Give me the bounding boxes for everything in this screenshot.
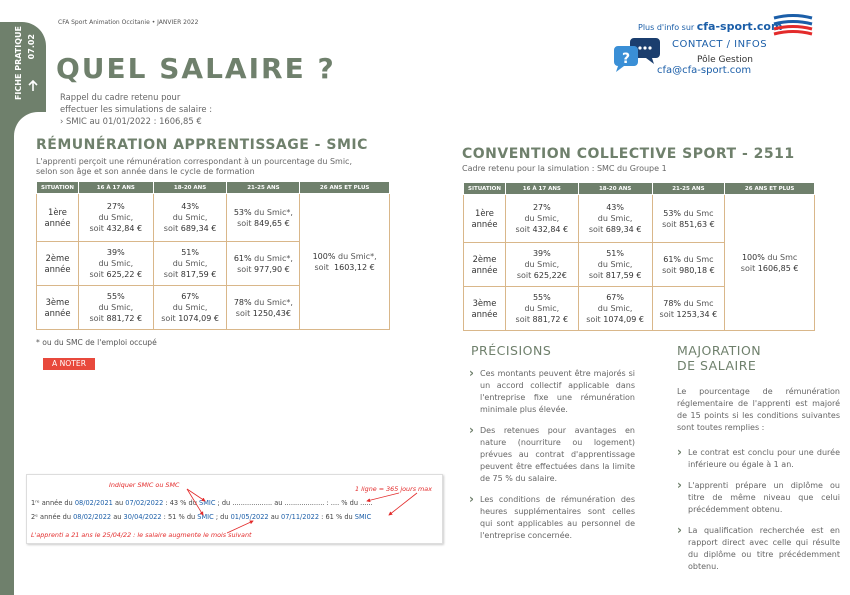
example-text: ; du ................... au ................... : .... % du ......	[215, 499, 373, 507]
rate-percent: 53%	[233, 207, 252, 217]
year-cell	[464, 287, 506, 331]
soit-label: soit	[659, 309, 674, 319]
rate-amount: 432,84 €	[532, 225, 569, 234]
example-text: : 43 % du	[163, 499, 200, 507]
rate-label: du Smic,	[172, 213, 208, 222]
year-label: année	[471, 218, 498, 229]
year-label: 2ème	[45, 252, 70, 263]
soit-label: soit	[163, 224, 179, 233]
rappel-block	[60, 91, 260, 127]
table-header-cell: 26 ANS ET PLUS	[300, 182, 390, 194]
year-cell	[37, 194, 79, 242]
table-header-cell: 18-20 ANS	[153, 182, 227, 194]
site-link[interactable]: cfa-sport.com	[696, 20, 783, 33]
example-smic: SMIC	[199, 499, 216, 507]
rappel-line-3: SMIC au 01/01/2022 : 1606,85 €	[66, 116, 202, 126]
left-subtitle-line-2: selon son âge et son année dans le cycle de formation	[36, 167, 255, 176]
precisions-title: PRÉCISIONS	[471, 343, 552, 358]
rate-percent: 43%	[606, 203, 624, 212]
soit-label: soit	[516, 271, 532, 280]
contact-label[interactable]: CONTACT / INFOS	[672, 39, 768, 50]
table-header-cell: 21-25 ANS	[652, 183, 725, 195]
rate-cell	[227, 286, 300, 330]
example-text: 1ʳᵉ année du	[31, 499, 75, 507]
side-label	[14, 26, 40, 106]
list-item: › Des retenues pour avantages en nature (nourriture ou logement) prévues au contrat d'apprentissage peuvent être effectuées dans la limite de 75 % du salaire.	[469, 425, 635, 485]
soit-label: soit	[662, 219, 677, 229]
soit-label: soit	[89, 314, 104, 323]
soit-label: soit	[235, 308, 251, 318]
example-date: 01/05/2022	[230, 513, 269, 521]
year-label: 1ère	[475, 207, 494, 218]
rate-amount: 625,22€	[533, 271, 567, 280]
rate-amount: 881,72 €	[106, 314, 143, 323]
rate-cell	[505, 243, 578, 287]
rate-amount: 1603,12 €	[334, 262, 375, 272]
rate-cell	[153, 194, 227, 242]
example-text: au	[111, 513, 124, 521]
year-label: 3ème	[472, 297, 497, 308]
precisions-list	[469, 368, 635, 551]
merged-rate-cell	[300, 194, 390, 330]
table-header-cell: 18-20 ANS	[578, 183, 652, 195]
merged-rate-cell	[725, 195, 815, 331]
list-item: › Le contrat est conclu pour une durée inférieure ou égale à 1 an.	[677, 447, 840, 471]
annotation-age: L'apprenti a 21 ans le 25/04/22 : le salaire augmente le mois suivant	[31, 531, 252, 539]
plus-info-label: Plus d'info sur	[638, 23, 695, 32]
rate-cell	[153, 242, 227, 286]
left-section-title: RÉMUNÉRATION APPRENTISSAGE - SMIC	[36, 137, 368, 153]
rate-label: du Smic*,	[337, 251, 377, 261]
table-header-cell: SITUATION	[464, 183, 506, 195]
rate-amount: 1253,34 €	[676, 309, 718, 319]
rate-cell	[153, 286, 227, 330]
rate-percent: 67%	[606, 293, 624, 302]
rate-percent: 53%	[663, 208, 682, 218]
rate-label: du Smic,	[524, 260, 560, 269]
rate-percent: 100%	[312, 251, 336, 261]
list-item: › Ces montants peuvent être majorés si un accord collectif applicable dans l'entreprise fixe une rémunération minimale plus élevée.	[469, 368, 635, 416]
example-date: 08/02/2022	[73, 513, 112, 521]
rate-percent: 78%	[233, 297, 252, 307]
right-section-subtitle: Cadre retenu pour la simulation : SMC du Groupe 1	[462, 164, 667, 173]
majoration-title-line-1: MAJORATION	[677, 343, 762, 358]
annotation-indiquer: Indiquer SMIC ou SMC	[109, 481, 180, 489]
rate-amount: 881,72 €	[532, 315, 569, 324]
year-cell	[464, 243, 506, 287]
example-smic: SMIC	[354, 513, 372, 521]
page-title: QUEL SALAIRE ?	[56, 52, 336, 85]
example-text: ; du	[213, 513, 231, 521]
annotation-arrows	[27, 475, 444, 545]
rate-cell	[652, 287, 725, 331]
rate-percent: 51%	[181, 248, 199, 257]
year-cell	[37, 242, 79, 286]
rate-amount: 432,84 €	[106, 224, 143, 233]
smic-table	[36, 181, 390, 330]
a-noter-badge: A NOTER	[43, 358, 95, 370]
majoration-list	[677, 447, 840, 582]
rappel-line-2: effectuer les simulations de salaire :	[60, 104, 213, 114]
flag-icon	[772, 14, 814, 36]
top-line: CFA Sport Animation Occitanie • JANVIER 2022	[58, 19, 199, 26]
year-label: 1ère	[48, 206, 67, 217]
table-header-row	[464, 183, 815, 195]
rate-percent: 51%	[606, 249, 624, 258]
rate-label: du Smic,	[172, 303, 208, 312]
rate-percent: 67%	[181, 292, 199, 301]
email-link[interactable]: cfa@cfa-sport.com	[657, 65, 752, 76]
example-date: 30/04/2022	[123, 513, 162, 521]
side-label-fiche: FICHE PRATIQUE	[14, 26, 23, 101]
rate-amount: 1606,85 €	[757, 263, 799, 273]
table-row	[464, 195, 815, 243]
example-text: : 61 % du	[319, 513, 355, 521]
rate-amount: 689,34 €	[180, 224, 217, 233]
rate-amount: 977,90 €	[254, 264, 290, 274]
rate-label: du Smc	[683, 298, 714, 308]
rate-percent: 39%	[532, 249, 551, 258]
soit-label: soit	[515, 225, 530, 234]
rate-percent: 61%	[663, 254, 682, 264]
rate-cell	[578, 287, 652, 331]
example-date: 07/11/2022	[281, 513, 320, 521]
example-text: 2ᵉ année du	[31, 513, 74, 521]
soit-label: soit	[586, 315, 601, 324]
rate-label: du Smc	[767, 252, 798, 262]
soit-label: soit	[237, 218, 252, 228]
majoration-intro: Le pourcentage de rémunération réglementaire de l'apprenti est majoré de 15 points si les conditions suivantes sont toutes remplies :	[677, 387, 840, 432]
chevron-right-icon: ›	[60, 116, 64, 126]
rate-label: du Smic,	[98, 259, 134, 268]
rate-cell	[652, 243, 725, 287]
year-label: année	[44, 307, 71, 318]
soit-label: soit	[662, 265, 677, 275]
table-row	[37, 194, 390, 242]
rate-label: du Smic*,	[254, 207, 293, 217]
soit-label: soit	[588, 225, 604, 234]
majoration-title	[677, 343, 761, 373]
table-header-cell: 16 À 17 ANS	[505, 183, 578, 195]
rate-amount: 817,59 €	[605, 271, 642, 280]
left-section-subtitle	[36, 157, 396, 177]
rate-amount: 851,63 €	[679, 219, 715, 229]
rate-percent: 27%	[532, 203, 551, 212]
rate-cell	[227, 194, 300, 242]
rate-amount: 1250,43€	[252, 308, 291, 318]
rate-cell	[578, 195, 652, 243]
info-line	[638, 20, 782, 33]
rate-percent: 55%	[106, 292, 125, 301]
year-cell	[464, 195, 506, 243]
soit-label: soit	[740, 263, 756, 273]
table-header-row	[37, 182, 390, 194]
rate-cell	[652, 195, 725, 243]
rate-cell	[505, 195, 578, 243]
rate-cell	[505, 287, 578, 331]
rate-label: du Smic,	[597, 214, 633, 223]
example-text: au	[112, 499, 126, 507]
list-item: › Les conditions de rémunération des heures supplémentaires sont celles qui sont applicables au personnel de l'entreprise concernée.	[469, 494, 635, 542]
example-smic: SMIC	[197, 513, 214, 521]
footnote: * ou du SMC de l'emploi occupé	[36, 338, 157, 347]
ccn-table	[463, 182, 815, 331]
year-label: année	[471, 308, 498, 319]
rate-percent: 100%	[741, 252, 765, 262]
table-header-cell: 21-25 ANS	[227, 182, 300, 194]
table-header-cell: 16 À 17 ANS	[78, 182, 153, 194]
year-cell	[37, 286, 79, 330]
rate-label: du Smc	[683, 208, 714, 218]
rate-cell	[78, 194, 153, 242]
year-label: année	[44, 263, 71, 274]
arrow-up-icon	[28, 80, 38, 92]
rate-amount: 625,22 €	[106, 270, 143, 279]
soit-label: soit	[237, 264, 252, 274]
rate-cell	[578, 243, 652, 287]
rate-label: du Smic,	[524, 304, 560, 313]
list-item: › L'apprenti prépare un diplôme ou titre de même niveau que celui précédemment obtenu.	[677, 480, 840, 516]
rate-amount: 1074,09 €	[603, 315, 644, 324]
rate-label: du Smic*,	[254, 253, 293, 263]
rate-label: du Smc	[683, 254, 714, 264]
example-text: : 51 % du	[161, 513, 198, 521]
table-header-cell: SITUATION	[37, 182, 79, 194]
rate-cell	[78, 242, 153, 286]
rate-amount: 817,59 €	[180, 270, 217, 279]
example-date: 07/02/2022	[125, 499, 164, 507]
rate-percent: 78%	[663, 298, 682, 308]
left-subtitle-line-1: L'apprenti perçoit une rémunération correspondant à un pourcentage du Smic,	[36, 157, 352, 166]
year-label: année	[44, 217, 71, 228]
rate-percent: 27%	[106, 202, 125, 211]
rate-cell	[227, 242, 300, 286]
rate-amount: 1074,09 €	[178, 314, 219, 323]
rate-label: du Smic,	[98, 303, 134, 312]
table-header-cell: 26 ANS ET PLUS	[725, 183, 815, 195]
soit-label: soit	[515, 315, 530, 324]
rate-label: du Smic*,	[254, 297, 293, 307]
year-label: année	[471, 264, 498, 275]
example-box	[26, 474, 443, 544]
soit-label: soit	[314, 262, 329, 272]
soit-label: soit	[163, 270, 179, 279]
soit-label: soit	[89, 224, 104, 233]
soit-label: soit	[89, 270, 104, 279]
rate-percent: 39%	[106, 248, 125, 257]
soit-label: soit	[161, 314, 176, 323]
right-section-title: CONVENTION COLLECTIVE SPORT - 2511	[462, 146, 795, 162]
rate-cell	[78, 286, 153, 330]
rate-label: du Smic,	[98, 213, 134, 222]
example-date: 08/02/2021	[74, 499, 113, 507]
rate-label: du Smic,	[172, 259, 208, 268]
rate-percent: 61%	[233, 253, 252, 263]
rate-amount: 849,65 €	[254, 218, 290, 228]
year-label: 2ème	[472, 253, 497, 264]
example-text: au	[268, 513, 282, 521]
rate-label: du Smic,	[597, 260, 633, 269]
rate-amount: 689,34 €	[605, 225, 642, 234]
majoration-title-line-2: DE SALAIRE	[677, 358, 757, 373]
year-label: 3ème	[45, 296, 70, 307]
list-item: › La qualification recherchée est en rapport direct avec celle qui résulte du diplôme ou titre précédemment obtenu.	[677, 525, 840, 573]
rappel-line-1: Rappel du cadre retenu pour	[60, 92, 181, 102]
rate-percent: 43%	[181, 202, 199, 211]
svg-text:?: ?	[621, 51, 631, 67]
soit-label: soit	[588, 271, 604, 280]
rate-label: du Smic,	[597, 304, 633, 313]
side-label-number: 07.02	[27, 34, 36, 60]
pole-label: Pôle Gestion	[697, 55, 753, 65]
annotation-ligne: 1 ligne = 365 jours max	[355, 485, 432, 493]
rate-percent: 55%	[532, 293, 551, 302]
rate-label: du Smic,	[524, 214, 560, 223]
rate-amount: 980,18 €	[679, 265, 715, 275]
